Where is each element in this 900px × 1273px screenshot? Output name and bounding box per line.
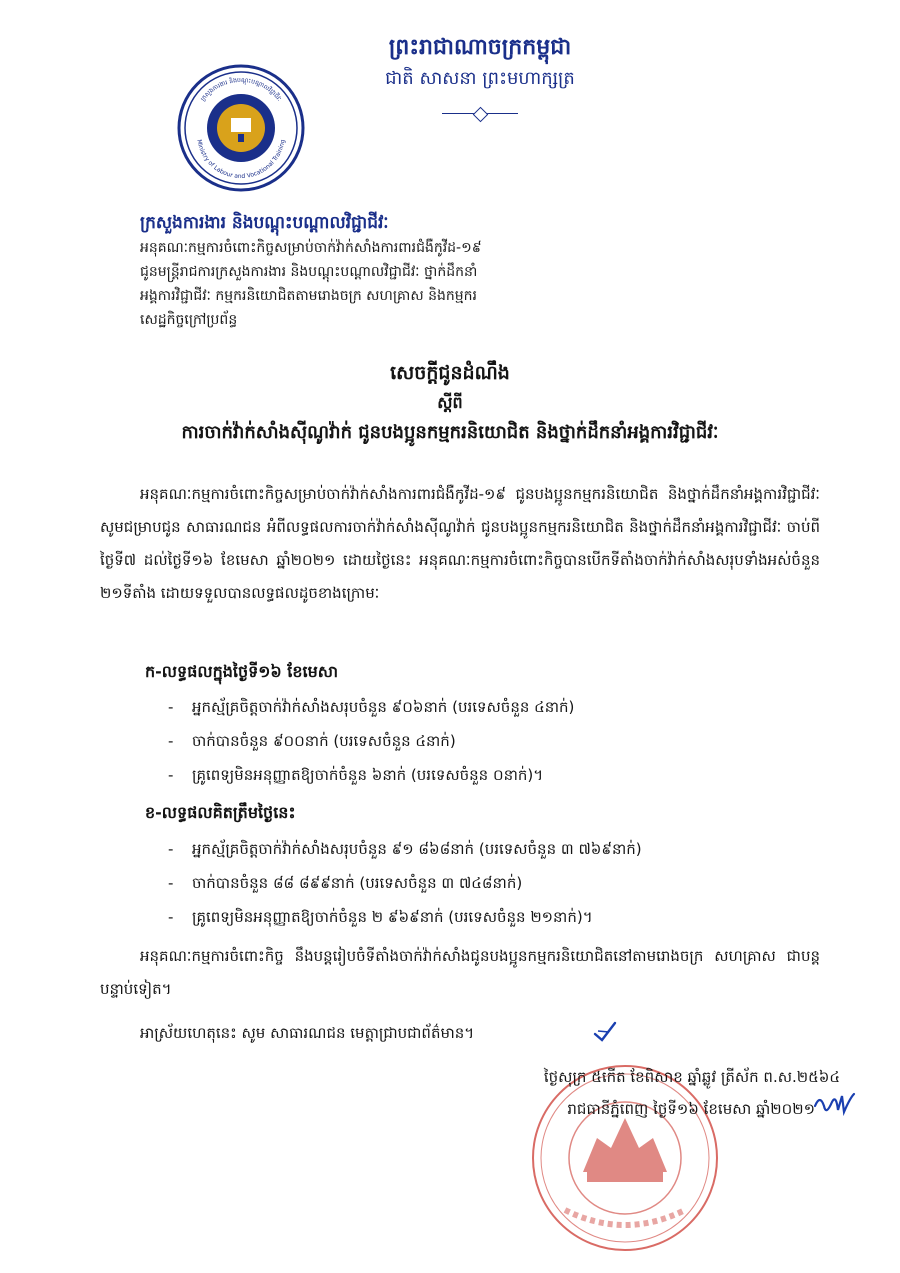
list-item: - ចាក់បានចំនួន ៩០០នាក់ (បរទេសចំនួន ៤នាក់) [168,732,456,750]
ministry-line: ជូនមន្ត្រីរាជការក្រសួងការងារ និងបណ្តុះបណ្តាលវិជ្ជាជីវៈ ថ្នាក់ដឹកនាំ [140,264,478,280]
title-notice: សេចក្តីជូនដំណឹង [390,362,510,384]
ministry-line: អង្គការវិជ្ជាជីវៈ កម្មករនិយោជិតតាមរោងចក្រ សហគ្រាស និងកម្មករ [140,288,477,304]
list-item: - អ្នកស្ម័គ្រចិត្តចាក់វ៉ាក់សាំងសរុបចំនួន ៩១ ៨៦៨នាក់ (បរទេសចំនួន ៣ ៧៦៩នាក់) [168,840,642,858]
ministry-logo [175,62,307,194]
document-title [100,357,800,449]
logo-text-top: ក្រសួងការងារ និងបណ្តុះបណ្តាលវិជ្ជាជីវៈ [199,76,283,103]
ending-line: អាស្រ័យហេតុនេះ សូម សាធារណជន មេត្តាជ្រាបជាព័ត៌មាន។ [140,1024,475,1042]
list-item: - គ្រូពេទ្យមិនអនុញ្ញាតឱ្យចាក់ចំនួន ២ ៩៦៩នាក់ (បរទេសចំនួន ២១នាក់)។ [168,908,593,926]
section1-heading: ក-លទ្ធផលក្នុងថ្ងៃទី១៦ ខែមេសា [145,662,339,681]
date-solar: រាជធានីភ្នំពេញ ថ្ងៃទី១៦ ខែមេសា ឆ្នាំ២០២១ [567,1100,815,1118]
ornament-divider [442,108,518,118]
list-item: - គ្រូពេទ្យមិនអនុញ្ញាតឱ្យចាក់ចំនួន ៦នាក់ (បរទេសចំនួន ០នាក់)។ [168,766,544,784]
ministry-line: អនុគណៈកម្មការចំពោះកិច្ចសម្រាប់ចាក់វ៉ាក់សាំងការពារជំងឺកូវីដ-១៩ [140,240,482,256]
ministry-line: សេដ្ឋកិច្ចក្រៅប្រព័ន្ធ [140,312,238,328]
ministry-block [140,210,560,332]
initial-mark-icon [592,1020,618,1046]
signature-icon [812,1090,856,1124]
national-motto: ជាតិ សាសនា ព្រះមហាក្សត្រ [385,68,575,89]
logo-text-bottom: Ministry of Labour and Vocational Training [195,138,287,181]
title-about: ស្តីពី [437,393,463,412]
list-item: - អ្នកស្ម័គ្រចិត្តចាក់វ៉ាក់សាំងសរុបចំនួន ៩០៦នាក់ (បរទេសចំនួន ៤នាក់) [168,698,575,716]
list-item: - ចាក់បានចំនួន ៨៨ ៨៩៩នាក់ (បរទេសចំនួន ៣ ៧៤៨នាក់) [168,874,523,892]
title-subject: ការចាក់វ៉ាក់សាំងស៊ីណូវ៉ាក់ ជូនបងប្អូនកម្មករនិយោជិត និងថ្នាក់ដឹកនាំអង្គការវិជ្ជាជីវៈ [181,422,719,443]
kingdom-title: ព្រះរាជាណាចក្រកម្ពុជា [388,34,572,60]
date-lunar: ថ្ងៃសុក្រ ៥កើត ខែពិសាខ ឆ្នាំឆ្លូវ ត្រីស័ក ព.ស.២៥៦៤ [543,1068,840,1086]
kingdom-header [300,30,660,118]
section2-heading: ខ-លទ្ធផលគិតត្រឹមថ្ងៃនេះ [145,803,296,822]
closing-paragraph: អនុគណៈកម្មការចំពោះកិច្ច នឹងបន្តរៀបចំទីតាំងចាក់វ៉ាក់សាំងជូនបងប្អូនកម្មករនិយោជិតនៅតាមរោងចក្រ សហគ្រាស ជាបន្តបន្ទាប់ទៀត។ [100,947,820,998]
ministry-name: ក្រសួងការងារ និងបណ្តុះបណ្តាលវិជ្ជាជីវៈ [140,213,389,233]
intro-paragraph: អនុគណៈកម្មការចំពោះកិច្ចសម្រាប់ចាក់វ៉ាក់សាំងការពារជំងឺកូវីដ-១៩ ជូនបងប្អូនកម្មករនិយោជិត និងថ្នាក់ដឹកនាំអង្គការវិជ្ជាជីវៈ សូមជម្រាបជូន សាធារណជន អំពីលទ្ធផលការចាក់វ៉ាក់សាំងស៊ីណូវ៉ាក់ ជូនបងប្អូនកម្មករនិយោជិត និងថ្នាក់ដឹកនាំអង្គការវិជ្ជាជីវៈ ចាប់ពីថ្ងៃទី៧ ដល់ថ្ងៃទី១៦ ខែមេសា ឆ្នាំ២០២១ ដោយថ្ងៃនេះ អនុគណៈកម្មការចំពោះកិច្ចបានបើកទីតាំងចាក់វ៉ាក់សាំងសរុបទាំងអស់ចំនួន ២១ទីតាំង ដោយទទួលបានលទ្ធផលដូចខាងក្រោមៈ [100,485,820,602]
